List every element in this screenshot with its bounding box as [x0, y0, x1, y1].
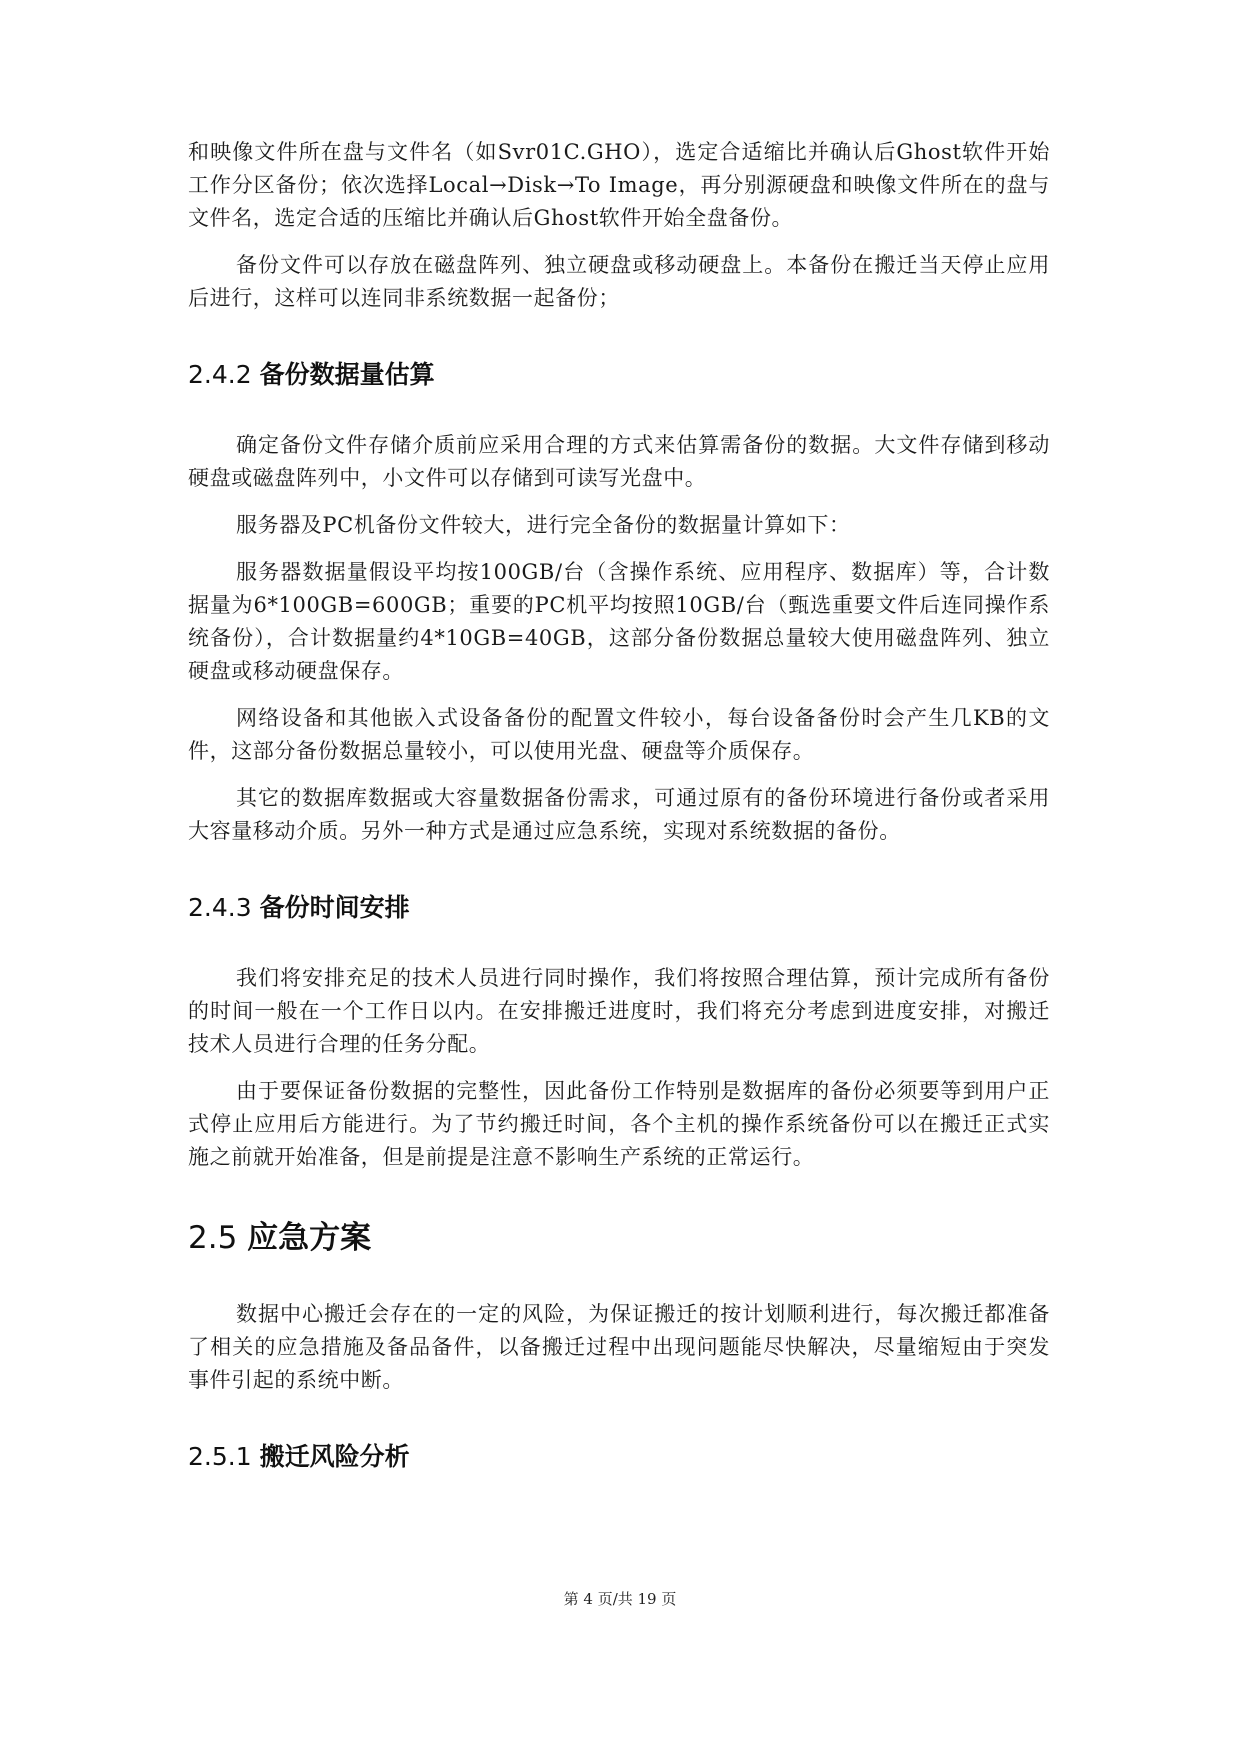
- paragraph: 其它的数据库数据或大容量数据备份需求，可通过原有的备份环境进行备份或者采用大容量移动介质。另外一种方式是通过应急系统，实现对系统数据的备份。: [188, 786, 1050, 843]
- heading-2-5: [188, 1218, 1050, 1258]
- paragraph: 数据中心搬迁会存在的一定的风险，为保证搬迁的按计划顺利进行，每次搬迁都准备了相关的应急措施及备品备件，以备搬迁过程中出现问题能尽快解决，尽量缩短由于突发事件引起的系统中断。: [188, 1302, 1050, 1392]
- heading-title: 应急方案: [247, 1220, 372, 1256]
- heading-2-5-1: [188, 1441, 1050, 1473]
- heading-title: 备份时间安排: [259, 893, 410, 922]
- heading-title: 备份数据量估算: [259, 360, 435, 389]
- paragraph: 我们将安排充足的技术人员进行同时操作，我们将按照合理估算，预计完成所有备份的时间一般在一个工作日以内。在安排搬迁进度时，我们将充分考虑到进度安排，对搬迁技术人员进行合理的任务分配。: [188, 966, 1050, 1056]
- paragraph-backup-storage: 备份文件可以存放在磁盘阵列、独立硬盘或移动硬盘上。本备份在搬迁当天停止应用后进行，这样可以连同非系统数据一起备份；: [188, 253, 1050, 310]
- heading-number: 2.4.2: [188, 360, 252, 389]
- paragraph: 服务器数据量假设平均按100GB/台（含操作系统、应用程序、数据库）等，合计数据量为6*100GB=600GB；重要的PC机平均按照10GB/台（甄选重要文件后连同操作系统备份），合计数据量约4*10GB=40GB，这部分备份数据总量较大使用磁盘阵列、独立硬盘或移动硬盘保存。: [188, 560, 1050, 683]
- heading-title: 搬迁风险分析: [259, 1442, 410, 1471]
- heading-number: 2.5: [188, 1220, 238, 1256]
- paragraph: 确定备份文件存储介质前应采用合理的方式来估算需备份的数据。大文件存储到移动硬盘或磁盘阵列中，小文件可以存储到可读写光盘中。: [188, 433, 1050, 490]
- paragraph: 由于要保证备份数据的完整性，因此备份工作特别是数据库的备份必须要等到用户正式停止应用后方能进行。为了节约搬迁时间，各个主机的操作系统备份可以在搬迁正式实施之前就开始准备，但是前提是注意不影响生产系统的正常运行。: [188, 1079, 1050, 1169]
- paragraph-ghost-steps: 和映像文件所在盘与文件名（如Svr01C.GHO），选定合适缩比并确认后Ghost软件开始工作分区备份；依次选择Local→Disk→To Image，再分别源硬盘和映像文件所在的盘与文件名，选定合适的压缩比并确认后Ghost软件开始全盘备份。: [188, 140, 1050, 230]
- page-content: [188, 136, 1050, 1473]
- heading-2-4-2: [188, 359, 1050, 391]
- page-footer: 第 4 页/共 19 页: [563, 1590, 677, 1608]
- paragraph: 网络设备和其他嵌入式设备备份的配置文件较小，每台设备备份时会产生几KB的文件，这部分备份数据总量较小，可以使用光盘、硬盘等介质保存。: [188, 706, 1050, 763]
- heading-2-4-3: [188, 892, 1050, 924]
- heading-number: 2.5.1: [188, 1442, 252, 1471]
- paragraph: 服务器及PC机备份文件较大，进行完全备份的数据量计算如下：: [236, 513, 851, 537]
- heading-number: 2.4.3: [188, 893, 252, 922]
